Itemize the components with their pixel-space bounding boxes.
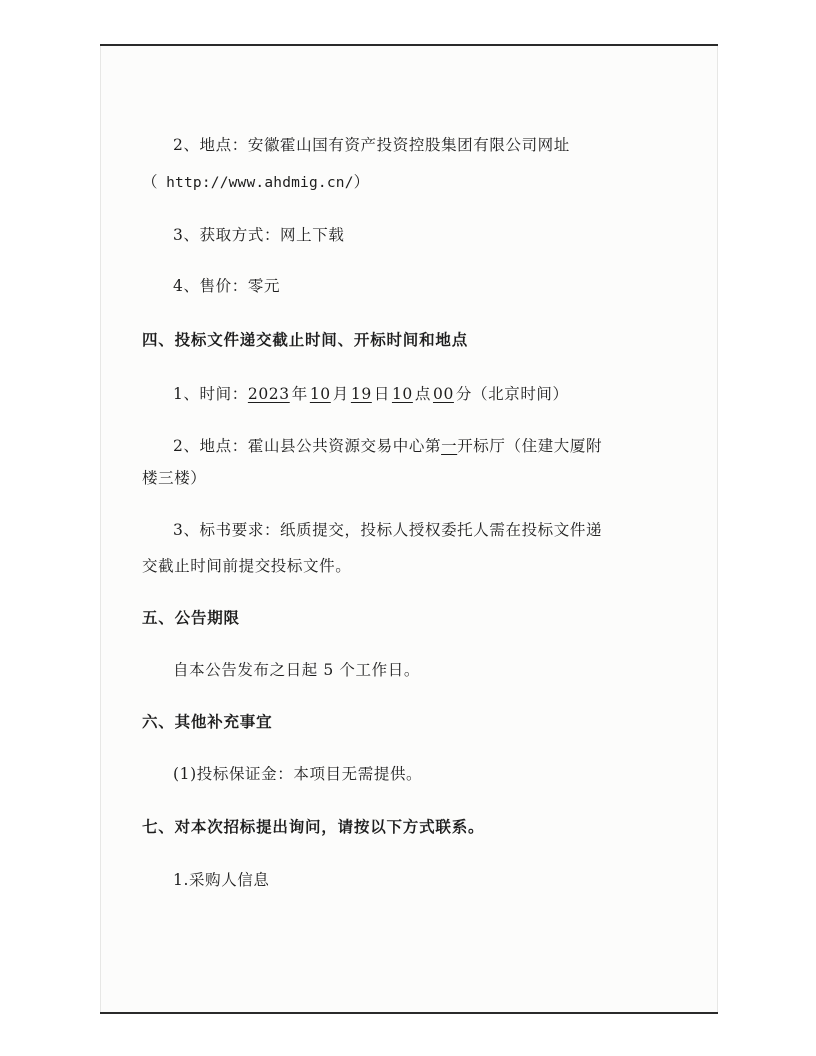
minute-value: 00: [432, 385, 454, 403]
day-unit: 日: [373, 385, 390, 403]
venue-line-2: 楼三楼）: [142, 469, 207, 487]
hour-unit: 点: [414, 385, 431, 403]
bid-requirement-line-2: 交截止时间前提交投标文件。: [142, 557, 352, 575]
minute-unit: 分（北京时间）: [455, 385, 569, 403]
hour-value: 10: [391, 385, 413, 403]
page-edge-left: [100, 46, 101, 1012]
time-prefix: 1、时间：: [173, 385, 248, 403]
close-paren: ）: [353, 173, 370, 191]
section-5-heading: 五、公告期限: [142, 609, 240, 627]
year-unit: 年: [291, 385, 308, 403]
open-paren: （: [142, 173, 159, 191]
month-value: 10: [309, 385, 331, 403]
page-edge-right: [717, 46, 718, 1012]
notice-period-text: 自本公告发布之日起 5 个工作日。: [173, 661, 420, 679]
hall-number: 一: [441, 437, 458, 455]
website-url: http://www.ahdmig.cn/: [166, 175, 354, 191]
venue-prefix: 2、地点：霍山县公共资源交易中心第: [173, 437, 442, 455]
venue-line-1: [173, 436, 602, 456]
section-6-heading: 六、其他补充事宜: [142, 713, 273, 731]
location-line: 2、地点：安徽霍山国有资产投资控股集团有限公司网址: [173, 136, 570, 154]
acquire-method-line: 3、获取方式：网上下载: [173, 226, 345, 244]
section-4-heading: 四、投标文件递交截止时间、开标时间和地点: [142, 331, 469, 349]
bid-requirement-line-1: 3、标书要求：纸质提交，投标人授权委托人需在投标文件递: [173, 521, 603, 539]
day-value: 19: [350, 385, 372, 403]
deposit-text: (1)投标保证金：本项目无需提供。: [173, 765, 423, 783]
month-unit: 月: [332, 385, 349, 403]
time-line: [173, 384, 569, 404]
price-line: 4、售价：零元: [173, 277, 281, 295]
year-value: 2023: [247, 385, 290, 403]
url-line: [142, 172, 370, 193]
purchaser-info-label: 1.采购人信息: [173, 871, 270, 889]
venue-suffix: 开标厅（住建大厦附: [457, 437, 603, 455]
section-7-heading: 七、对本次招标提出询问，请按以下方式联系。: [142, 818, 485, 836]
